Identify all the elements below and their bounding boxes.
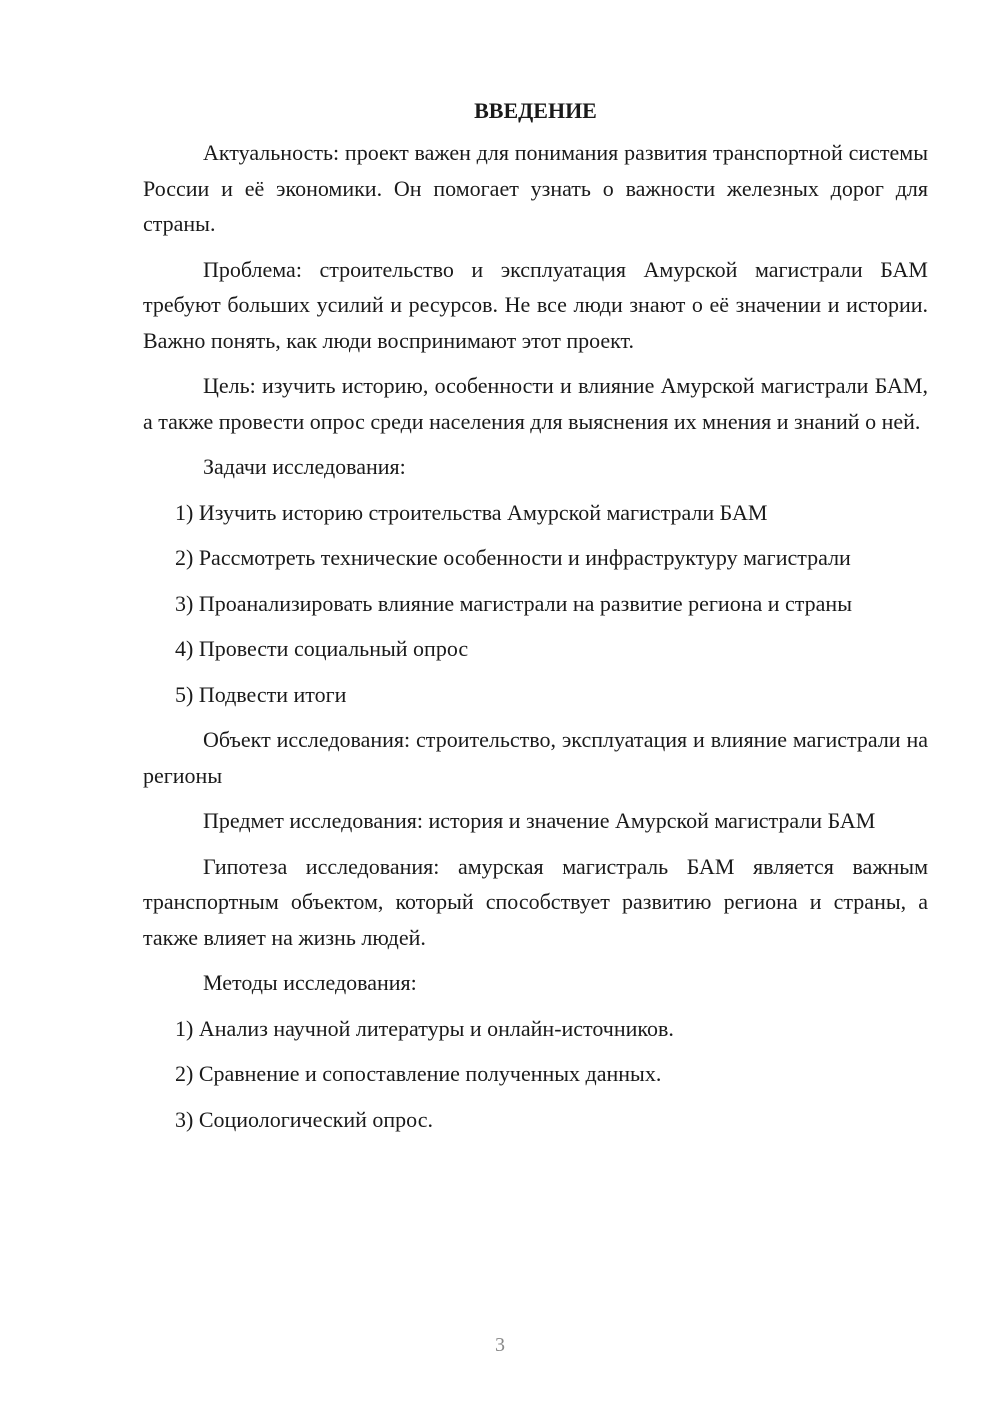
method-item-2: 2) Сравнение и сопоставление полученных данных. xyxy=(175,1061,662,1086)
task-item-4: 4) Провести социальный опрос xyxy=(175,636,469,661)
task-item-5: 5) Подвести итоги xyxy=(175,681,347,707)
method-item-3: 3) Социологический опрос. xyxy=(175,1106,433,1132)
page-number: 3 xyxy=(495,1334,505,1356)
method-item-1: 1) Анализ научной литературы и онлайн-источников. xyxy=(175,1015,674,1041)
page-content xyxy=(143,97,928,1147)
paragraph-goal: Цель: изучить историю, особенности и влияние Амурской магистрали БАМ, а также провести опрос среди населения для выяснения их мнения и знаний о ней. xyxy=(143,373,928,434)
paragraph-subject: Предмет исследования: история и значение Амурской магистрали БАМ xyxy=(203,808,876,833)
task-item-3: 3) Проанализировать влияние магистрали на развитие региона и страны xyxy=(175,590,852,616)
page-title: ВВЕДЕНИЕ xyxy=(474,98,597,123)
paragraph-hypothesis: Гипотеза исследования: амурская магистраль БАМ является важным транспортным объектом, который способствует развитию региона и страны, а также влияет на жизнь людей. xyxy=(143,853,928,950)
task-item-2: 2) Рассмотреть технические особенности и инфраструктуру магистрали xyxy=(175,545,851,570)
paragraph-object: Объект исследования: строительство, эксплуатация и влияние магистрали на регионы xyxy=(143,727,928,788)
paragraph-tasks-heading: Задачи исследования: xyxy=(203,454,406,479)
paragraph-methods-heading: Методы исследования: xyxy=(203,970,417,995)
paragraph-problem: Проблема: строительство и эксплуатация Амурской магистрали БАМ требуют больших усилий и ресурсов. Не все люди знают о её значении и истории. Важно понять, как люди воспринимают этот проект. xyxy=(143,256,928,353)
task-item-1: 1) Изучить историю строительства Амурской магистрали БАМ xyxy=(175,499,768,525)
paragraph-relevance: Актуальность: проект важен для понимания развития транспортной системы России и её экономики. Он помогает узнать о важности железных дорог для страны. xyxy=(143,140,928,236)
